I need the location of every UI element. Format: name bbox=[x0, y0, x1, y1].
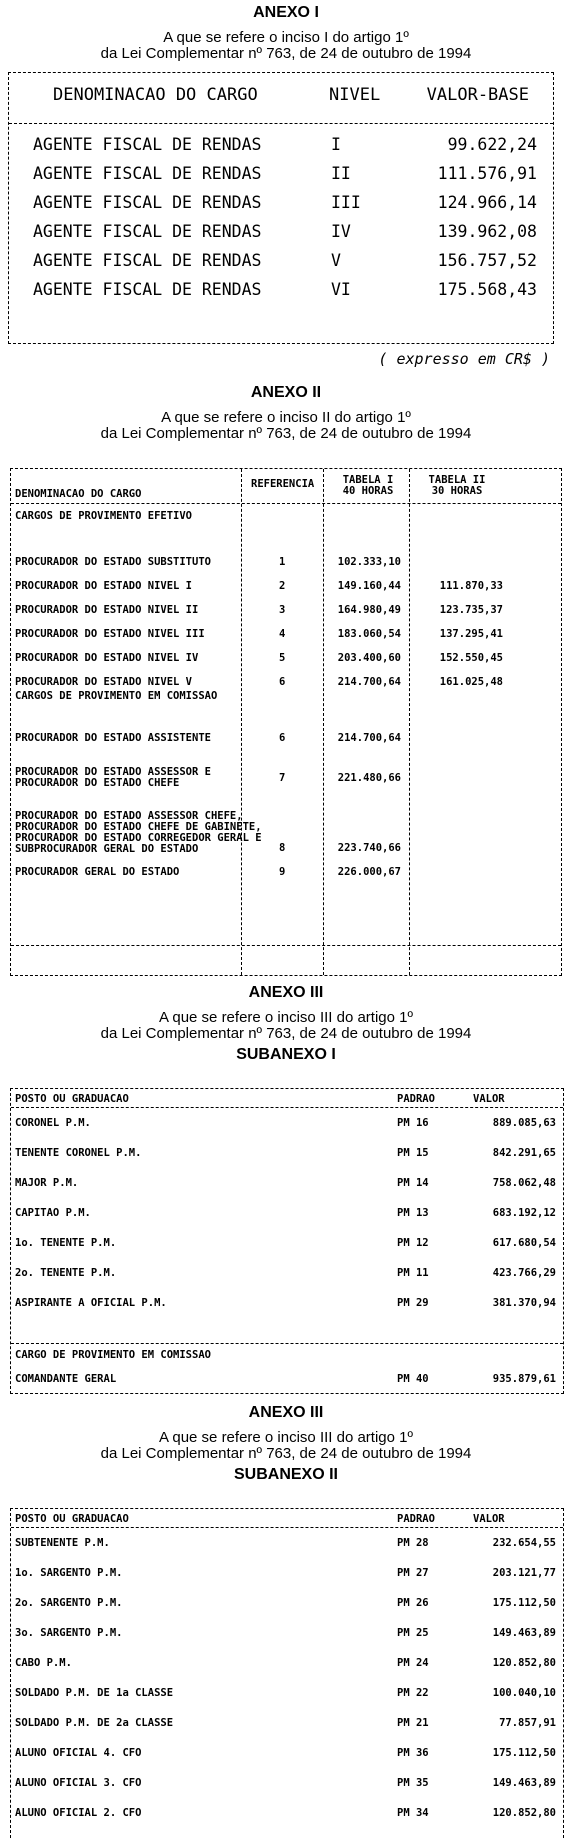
tabela1-cell: 183.060,54 bbox=[337, 628, 401, 640]
cargo-cell: PROCURADOR DO ESTADO NIVEL I bbox=[15, 580, 193, 592]
column-header-tabela-1: TABELA I 40 HORAS bbox=[342, 474, 394, 497]
currency-note: ( expresso em CR$ ) bbox=[378, 350, 550, 368]
anexo1-table bbox=[8, 72, 554, 344]
header-divider bbox=[11, 503, 561, 504]
cargo-cell: PROCURADOR DO ESTADO ASSESSOR CHEFE, PROCURADOR DO ESTADO CHEFE DE GABINETE, PROCURADOR DO ESTADO CORREGEDOR GERAL E SUBPROCURADOR GERAL DO ESTADO bbox=[15, 810, 262, 855]
section-divider bbox=[11, 1343, 563, 1344]
nivel-cell: II bbox=[331, 164, 351, 183]
posto-cell: ALUNO OFICIAL 4. CFO bbox=[15, 1747, 142, 1759]
anexo3-subanexo2-header bbox=[0, 1404, 572, 1484]
anexo3b-subline-1: A que se refere o inciso III do artigo 1º bbox=[159, 1429, 413, 1446]
anexo2-title: ANEXO II bbox=[250, 384, 322, 401]
valor-cell: 175.112,50 bbox=[492, 1597, 556, 1609]
valor-cell: 100.040,10 bbox=[492, 1687, 556, 1699]
padrao-cell: PM 16 bbox=[397, 1117, 429, 1129]
valor-cell: 175.112,50 bbox=[492, 1747, 556, 1759]
posto-cell: CAPITAO P.M. bbox=[15, 1207, 91, 1219]
valor-cell: 935.879,61 bbox=[492, 1373, 556, 1385]
anexo1-title: ANEXO I bbox=[253, 4, 319, 21]
column-header-padrao: PADRAO bbox=[397, 1093, 435, 1105]
column-header-nivel: NIVEL bbox=[329, 85, 381, 105]
valor-cell: 203.121,77 bbox=[492, 1567, 556, 1579]
anexo2-header bbox=[0, 384, 572, 442]
tabela1-cell: 203.400,60 bbox=[337, 652, 401, 664]
padrao-cell: PM 21 bbox=[397, 1717, 429, 1729]
valor-cell: 423.766,29 bbox=[492, 1267, 556, 1279]
valor-cell: 156.757,52 bbox=[437, 251, 537, 270]
valor-cell: 149.463,89 bbox=[492, 1627, 556, 1639]
table-row bbox=[9, 280, 553, 308]
column-divider bbox=[241, 469, 242, 975]
posto-cell: CORONEL P.M. bbox=[15, 1117, 91, 1129]
tabela2-cell: 111.870,33 bbox=[439, 580, 503, 592]
cargo-cell: PROCURADOR GERAL DO ESTADO bbox=[15, 866, 180, 878]
posto-cell: 1o. TENENTE P.M. bbox=[15, 1237, 117, 1249]
valor-cell: 120.852,80 bbox=[492, 1807, 556, 1819]
row-divider bbox=[11, 945, 561, 946]
tabela2-cell: 152.550,45 bbox=[439, 652, 503, 664]
posto-cell: SOLDADO P.M. DE 1a CLASSE bbox=[15, 1687, 174, 1699]
tabela2-cell: 137.295,41 bbox=[439, 628, 503, 640]
nivel-cell: V bbox=[331, 251, 341, 270]
section-label-comissao: CARGOS DE PROVIMENTO EM COMISSAO bbox=[15, 690, 218, 702]
posto-cell: 2o. TENENTE P.M. bbox=[15, 1267, 117, 1279]
posto-cell: SOLDADO P.M. DE 2a CLASSE bbox=[15, 1717, 174, 1729]
valor-cell: 111.576,91 bbox=[437, 164, 537, 183]
column-header-posto: POSTO OU GRADUACAO bbox=[15, 1513, 129, 1525]
cargo-cell: AGENTE FISCAL DE RENDAS bbox=[33, 280, 262, 299]
anexo3a-subtitle: SUBANEXO I bbox=[236, 1046, 336, 1063]
referencia-cell: 9 bbox=[279, 866, 286, 878]
column-divider bbox=[323, 469, 324, 975]
valor-cell: 124.966,14 bbox=[437, 193, 537, 212]
cargo-cell: AGENTE FISCAL DE RENDAS bbox=[33, 193, 262, 212]
referencia-cell: 8 bbox=[279, 842, 286, 854]
anexo3a-title: ANEXO III bbox=[248, 984, 324, 1001]
tabela1-cell: 226.000,67 bbox=[337, 866, 401, 878]
tabela1-cell: 221.480,66 bbox=[337, 772, 401, 784]
section-label-efetivo: CARGOS DE PROVIMENTO EFETIVO bbox=[15, 510, 193, 522]
referencia-cell: 4 bbox=[279, 628, 286, 640]
tabela1-cell: 102.333,10 bbox=[337, 556, 401, 568]
anexo3b-subline-2: da Lei Complementar nº 763, de 24 de outubro de 1994 bbox=[100, 1445, 472, 1462]
padrao-cell: PM 11 bbox=[397, 1267, 429, 1279]
cargo-cell: PROCURADOR DO ESTADO NIVEL III bbox=[15, 628, 205, 640]
cargo-cell: PROCURADOR DO ESTADO NIVEL II bbox=[15, 604, 199, 616]
valor-cell: 889.085,63 bbox=[492, 1117, 556, 1129]
column-header-padrao: PADRAO bbox=[397, 1513, 435, 1525]
valor-cell: 120.852,80 bbox=[492, 1657, 556, 1669]
referencia-cell: 3 bbox=[279, 604, 286, 616]
tabela1-cell: 214.700,64 bbox=[337, 676, 401, 688]
cargo-cell: AGENTE FISCAL DE RENDAS bbox=[33, 222, 262, 241]
anexo3-subanexo1-table bbox=[10, 1088, 564, 1394]
posto-cell: 2o. SARGENTO P.M. bbox=[15, 1597, 123, 1609]
cargo-cell: AGENTE FISCAL DE RENDAS bbox=[33, 135, 262, 154]
header-divider bbox=[9, 123, 553, 124]
column-header-posto: POSTO OU GRADUACAO bbox=[15, 1093, 129, 1105]
posto-cell: COMANDANTE GERAL bbox=[15, 1373, 117, 1385]
column-header-valor-base: VALOR-BASE bbox=[426, 85, 529, 105]
valor-cell: 683.192,12 bbox=[492, 1207, 556, 1219]
valor-cell: 617.680,54 bbox=[492, 1237, 556, 1249]
table-row bbox=[9, 193, 553, 221]
referencia-cell: 1 bbox=[279, 556, 286, 568]
padrao-cell: PM 28 bbox=[397, 1537, 429, 1549]
valor-cell: 232.654,55 bbox=[492, 1537, 556, 1549]
padrao-cell: PM 26 bbox=[397, 1597, 429, 1609]
anexo3-subanexo1-header bbox=[0, 984, 572, 1064]
cargo-cell: AGENTE FISCAL DE RENDAS bbox=[33, 164, 262, 183]
padrao-cell: PM 29 bbox=[397, 1297, 429, 1309]
table-row bbox=[9, 164, 553, 192]
anexo3a-subline-1: A que se refere o inciso III do artigo 1º bbox=[159, 1009, 413, 1026]
tabela2-cell: 123.735,37 bbox=[439, 604, 503, 616]
posto-cell: MAJOR P.M. bbox=[15, 1177, 79, 1189]
cargo-cell: PROCURADOR DO ESTADO ASSESSOR E PROCURADOR DO ESTADO CHEFE bbox=[15, 766, 211, 789]
cargo-cell: PROCURADOR DO ESTADO SUBSTITUTO bbox=[15, 556, 211, 568]
cargo-cell: PROCURADOR DO ESTADO NIVEL IV bbox=[15, 652, 199, 664]
referencia-cell: 2 bbox=[279, 580, 286, 592]
referencia-cell: 7 bbox=[279, 772, 286, 784]
padrao-cell: PM 22 bbox=[397, 1687, 429, 1699]
valor-cell: 99.622,24 bbox=[447, 135, 537, 154]
cargo-cell: PROCURADOR DO ESTADO ASSISTENTE bbox=[15, 732, 211, 744]
padrao-cell: PM 25 bbox=[397, 1627, 429, 1639]
table-row bbox=[9, 251, 553, 279]
tabela1-cell: 214.700,64 bbox=[337, 732, 401, 744]
posto-cell: SUBTENENTE P.M. bbox=[15, 1537, 110, 1549]
padrao-cell: PM 12 bbox=[397, 1237, 429, 1249]
anexo1-table-header bbox=[9, 85, 553, 109]
referencia-cell: 6 bbox=[279, 676, 286, 688]
valor-cell: 139.962,08 bbox=[437, 222, 537, 241]
tabela1-cell: 223.740,66 bbox=[337, 842, 401, 854]
anexo1-subline-2: da Lei Complementar nº 763, de 24 de outubro de 1994 bbox=[100, 45, 472, 62]
referencia-cell: 6 bbox=[279, 732, 286, 744]
anexo3b-subtitle: SUBANEXO II bbox=[233, 1466, 338, 1483]
column-header-denominacao: DENOMINACAO DO CARGO bbox=[53, 85, 258, 105]
posto-cell: ALUNO OFICIAL 3. CFO bbox=[15, 1777, 142, 1789]
posto-cell: CABO P.M. bbox=[15, 1657, 72, 1669]
anexo1-subline-1: A que se refere o inciso I do artigo 1º bbox=[163, 29, 409, 46]
anexo3a-subline-2: da Lei Complementar nº 763, de 24 de outubro de 1994 bbox=[100, 1025, 472, 1042]
anexo2-subline-2: da Lei Complementar nº 763, de 24 de outubro de 1994 bbox=[100, 425, 472, 442]
anexo2-table bbox=[10, 468, 562, 976]
cargo-cell: PROCURADOR DO ESTADO NIVEL V bbox=[15, 676, 193, 688]
posto-cell: ALUNO OFICIAL 2. CFO bbox=[15, 1807, 142, 1819]
anexo1-header bbox=[0, 4, 572, 62]
column-header-valor: VALOR bbox=[473, 1093, 505, 1105]
valor-cell: 149.463,89 bbox=[492, 1777, 556, 1789]
nivel-cell: III bbox=[331, 193, 361, 212]
header-divider bbox=[11, 1527, 563, 1528]
valor-cell: 758.062,48 bbox=[492, 1177, 556, 1189]
column-header-tabela-2: TABELA II 30 HORAS bbox=[428, 474, 486, 497]
padrao-cell: PM 40 bbox=[397, 1373, 429, 1385]
anexo3-subanexo2-table bbox=[10, 1508, 564, 1838]
table-row bbox=[9, 222, 553, 250]
column-divider bbox=[409, 469, 410, 975]
referencia-cell: 5 bbox=[279, 652, 286, 664]
nivel-cell: VI bbox=[331, 280, 351, 299]
tabela1-cell: 164.980,49 bbox=[337, 604, 401, 616]
section-label-comissao: CARGO DE PROVIMENTO EM COMISSAO bbox=[15, 1349, 211, 1361]
nivel-cell: I bbox=[331, 135, 341, 154]
column-header-valor: VALOR bbox=[473, 1513, 505, 1525]
anexo2-subline-1: A que se refere o inciso II do artigo 1º bbox=[161, 409, 411, 426]
padrao-cell: PM 15 bbox=[397, 1147, 429, 1159]
tabela1-cell: 149.160,44 bbox=[337, 580, 401, 592]
padrao-cell: PM 24 bbox=[397, 1657, 429, 1669]
padrao-cell: PM 13 bbox=[397, 1207, 429, 1219]
nivel-cell: IV bbox=[331, 222, 351, 241]
column-header-denominacao: DENOMINACAO DO CARGO bbox=[15, 488, 142, 500]
posto-cell: 1o. SARGENTO P.M. bbox=[15, 1567, 123, 1579]
cargo-cell: AGENTE FISCAL DE RENDAS bbox=[33, 251, 262, 270]
posto-cell: TENENTE CORONEL P.M. bbox=[15, 1147, 142, 1159]
anexo3b-title: ANEXO III bbox=[248, 1404, 324, 1421]
padrao-cell: PM 36 bbox=[397, 1747, 429, 1759]
valor-cell: 842.291,65 bbox=[492, 1147, 556, 1159]
tabela2-cell: 161.025,48 bbox=[439, 676, 503, 688]
padrao-cell: PM 14 bbox=[397, 1177, 429, 1189]
valor-cell: 77.857,91 bbox=[499, 1717, 556, 1729]
valor-cell: 175.568,43 bbox=[437, 280, 537, 299]
posto-cell: 3o. SARGENTO P.M. bbox=[15, 1627, 123, 1639]
column-header-referencia: REFERENCIA bbox=[251, 478, 315, 490]
padrao-cell: PM 34 bbox=[397, 1807, 429, 1819]
padrao-cell: PM 35 bbox=[397, 1777, 429, 1789]
padrao-cell: PM 27 bbox=[397, 1567, 429, 1579]
valor-cell: 381.370,94 bbox=[492, 1297, 556, 1309]
posto-cell: ASPIRANTE A OFICIAL P.M. bbox=[15, 1297, 167, 1309]
table-row bbox=[9, 135, 553, 163]
header-divider bbox=[11, 1107, 563, 1108]
